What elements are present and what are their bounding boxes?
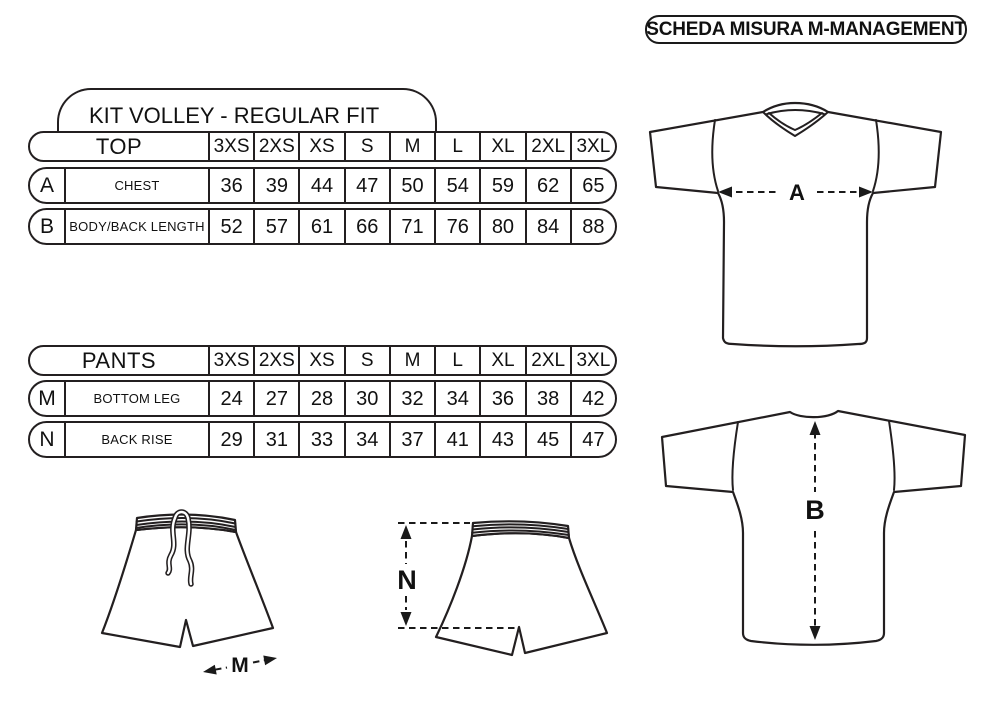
size-column-header: XL bbox=[479, 347, 524, 374]
measure-value-cell: 32 bbox=[389, 382, 434, 415]
shirt-back-diagram bbox=[650, 402, 980, 657]
measure-value-cell: 44 bbox=[298, 169, 343, 202]
kit-tab bbox=[57, 88, 437, 136]
measure-value-cell: 29 bbox=[208, 423, 253, 456]
size-column-header: S bbox=[344, 347, 389, 374]
measure-value-cell: 43 bbox=[479, 423, 524, 456]
sheet-title-box bbox=[645, 15, 967, 44]
size-column-header: XS bbox=[298, 133, 343, 160]
measure-value-cell: 31 bbox=[253, 423, 298, 456]
measure-value-cell: 62 bbox=[525, 169, 570, 202]
row-letter: N bbox=[39, 428, 55, 451]
table-row bbox=[28, 421, 617, 458]
shirt-front-diagram bbox=[645, 100, 945, 355]
measure-value-cell: 41 bbox=[434, 423, 479, 456]
size-column-header: XS bbox=[298, 347, 343, 374]
measure-value-cell: 30 bbox=[344, 382, 389, 415]
measure-value-cell: 61 bbox=[298, 210, 343, 243]
shirt-front-outline bbox=[650, 103, 941, 346]
measure-value-cell: 34 bbox=[344, 423, 389, 456]
top-table-title: TOP bbox=[95, 133, 143, 159]
measure-value-cell: 50 bbox=[389, 169, 434, 202]
size-column-header: L bbox=[434, 133, 479, 160]
bottom-leg-measure-arrow bbox=[203, 654, 277, 677]
size-column-header: 3XS bbox=[208, 347, 253, 374]
measure-value-cell: 28 bbox=[298, 382, 343, 415]
measure-value-cell: 66 bbox=[344, 210, 389, 243]
pants-table-title: PANTS bbox=[81, 347, 157, 373]
measure-value-cell: 42 bbox=[570, 382, 615, 415]
measure-value-cell: 47 bbox=[344, 169, 389, 202]
shirt-back-outline bbox=[662, 411, 965, 645]
row-measure-label: BODY/BACK LENGTH bbox=[64, 210, 208, 243]
back-rise-measure-label: N bbox=[397, 565, 417, 595]
measure-value-cell: 80 bbox=[479, 210, 524, 243]
chest-measure-label: A bbox=[789, 180, 805, 205]
measure-value-cell: 54 bbox=[434, 169, 479, 202]
measure-value-cell: 47 bbox=[570, 423, 615, 456]
row-measure-label: BACK RISE bbox=[64, 423, 208, 456]
measure-value-cell: 65 bbox=[570, 169, 615, 202]
size-column-header: L bbox=[434, 347, 479, 374]
row-letter: A bbox=[39, 174, 54, 197]
row-measure-label: CHEST bbox=[64, 169, 208, 202]
measure-value-cell: 33 bbox=[298, 423, 343, 456]
shorts-back-diagram bbox=[392, 508, 635, 668]
size-column-header: 3XS bbox=[208, 133, 253, 160]
size-column-header: S bbox=[344, 133, 389, 160]
measure-value-cell: 59 bbox=[479, 169, 524, 202]
measure-value-cell: 24 bbox=[208, 382, 253, 415]
shorts-front-diagram bbox=[95, 505, 295, 690]
measure-value-cell: 84 bbox=[525, 210, 570, 243]
measure-value-cell: 36 bbox=[208, 169, 253, 202]
table-row bbox=[28, 167, 617, 204]
measure-value-cell: 71 bbox=[389, 210, 434, 243]
size-column-header: M bbox=[389, 347, 434, 374]
size-column-header: 2XS bbox=[253, 133, 298, 160]
measure-value-cell: 76 bbox=[434, 210, 479, 243]
measure-value-cell: 34 bbox=[434, 382, 479, 415]
shorts-back-outline bbox=[436, 533, 607, 655]
measure-value-cell: 27 bbox=[253, 382, 298, 415]
table-row bbox=[28, 208, 617, 245]
top-size-table bbox=[28, 131, 617, 249]
pants-size-table bbox=[28, 345, 617, 462]
measure-value-cell: 88 bbox=[570, 210, 615, 243]
size-column-header: 2XL bbox=[525, 133, 570, 160]
measure-value-cell: 39 bbox=[253, 169, 298, 202]
size-column-header: 2XS bbox=[253, 347, 298, 374]
size-column-header: 3XL bbox=[570, 347, 615, 374]
row-letter: M bbox=[38, 387, 56, 410]
measure-value-cell: 36 bbox=[479, 382, 524, 415]
size-column-header: XL bbox=[479, 133, 524, 160]
size-column-header: M bbox=[389, 133, 434, 160]
measure-value-cell: 52 bbox=[208, 210, 253, 243]
top-table-header-row bbox=[28, 131, 617, 162]
measure-value-cell: 38 bbox=[525, 382, 570, 415]
measure-value-cell: 37 bbox=[389, 423, 434, 456]
bottom-leg-measure-label: M bbox=[231, 654, 249, 677]
size-column-header: 3XL bbox=[570, 133, 615, 160]
body-length-measure-label: B bbox=[805, 495, 825, 525]
measure-value-cell: 57 bbox=[253, 210, 298, 243]
measure-value-cell: 45 bbox=[525, 423, 570, 456]
kit-tab-label: KIT VOLLEY - REGULAR FIT bbox=[89, 103, 380, 128]
pants-table-header-row bbox=[28, 345, 617, 376]
size-column-header: 2XL bbox=[525, 347, 570, 374]
sheet-title: SCHEDA MISURA M-MANAGEMENT bbox=[646, 18, 966, 40]
table-row bbox=[28, 380, 617, 417]
row-letter: B bbox=[39, 215, 54, 238]
row-measure-label: BOTTOM LEG bbox=[64, 382, 208, 415]
